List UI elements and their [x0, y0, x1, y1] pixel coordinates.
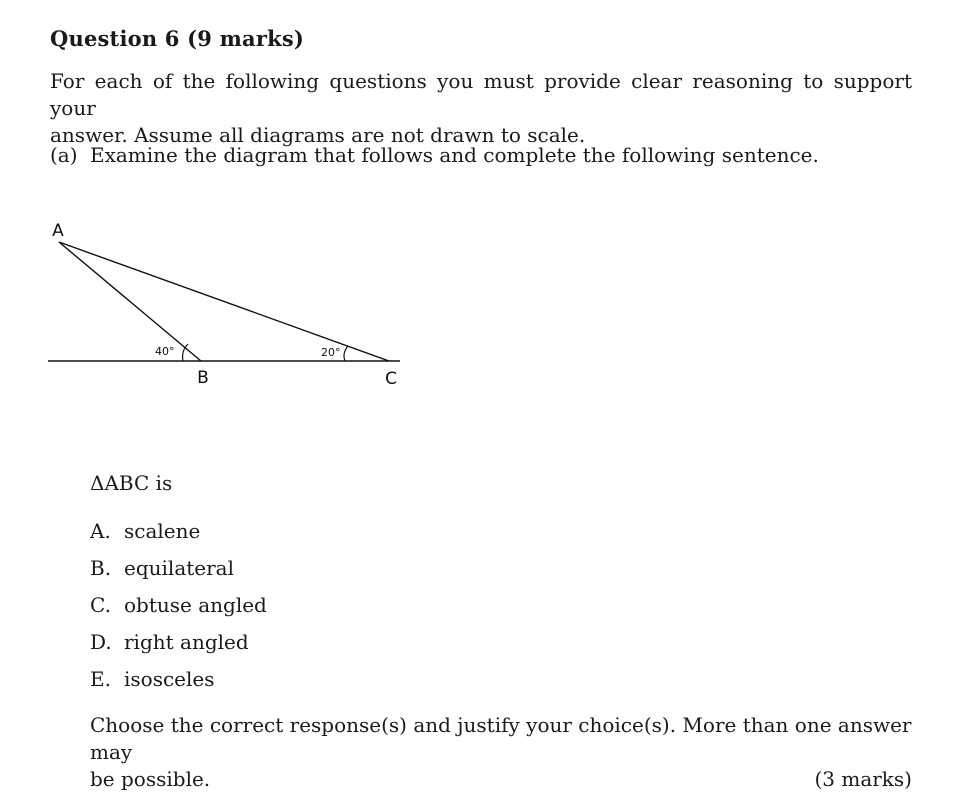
option-letter: C. — [90, 593, 111, 617]
angle-label-c: 20° — [321, 346, 341, 359]
instruction-line-2: be possible. — [90, 767, 211, 791]
option-text: scalene — [124, 519, 201, 543]
triangle-diagram — [40, 210, 420, 395]
option-text: isosceles — [124, 667, 215, 691]
response-instructions — [90, 712, 912, 793]
part-a-text: Examine the diagram that follows and complete the following sentence. — [90, 143, 819, 167]
instruction-line-1: Choose the correct response(s) and justify your choice(s). More than one answer may — [90, 713, 912, 764]
angle-arc-c — [344, 346, 348, 361]
option-text: equilateral — [124, 556, 234, 580]
option-c[interactable] — [90, 592, 267, 629]
option-letter: A. — [90, 519, 111, 543]
side-ac — [59, 242, 389, 361]
angle-label-b: 40° — [155, 345, 175, 358]
option-text: obtuse angled — [124, 593, 267, 617]
marks-label: (3 marks) — [814, 767, 912, 791]
intro-line-2: answer. Assume all diagrams are not drawn to scale. — [50, 123, 586, 147]
option-e[interactable] — [90, 666, 267, 703]
option-b[interactable] — [90, 555, 267, 592]
option-a[interactable] — [90, 518, 267, 555]
option-letter: D. — [90, 630, 112, 654]
part-a-prompt — [50, 142, 819, 169]
question-intro — [50, 68, 912, 149]
option-d[interactable] — [90, 629, 267, 666]
part-a-label: (a) — [50, 143, 78, 167]
vertex-label-c: C — [385, 369, 397, 389]
vertex-label-b: B — [197, 368, 209, 388]
vertex-label-a: A — [52, 221, 64, 241]
question-title: Question 6 (9 marks) — [50, 26, 304, 51]
option-letter: B. — [90, 556, 112, 580]
side-ab — [59, 242, 201, 361]
option-text: right angled — [124, 630, 249, 654]
intro-line-1: For each of the following questions you must provide clear reasoning to support your — [50, 69, 912, 120]
answer-options — [90, 518, 267, 703]
option-letter: E. — [90, 667, 111, 691]
question-stem: ΔABC is — [90, 471, 173, 495]
